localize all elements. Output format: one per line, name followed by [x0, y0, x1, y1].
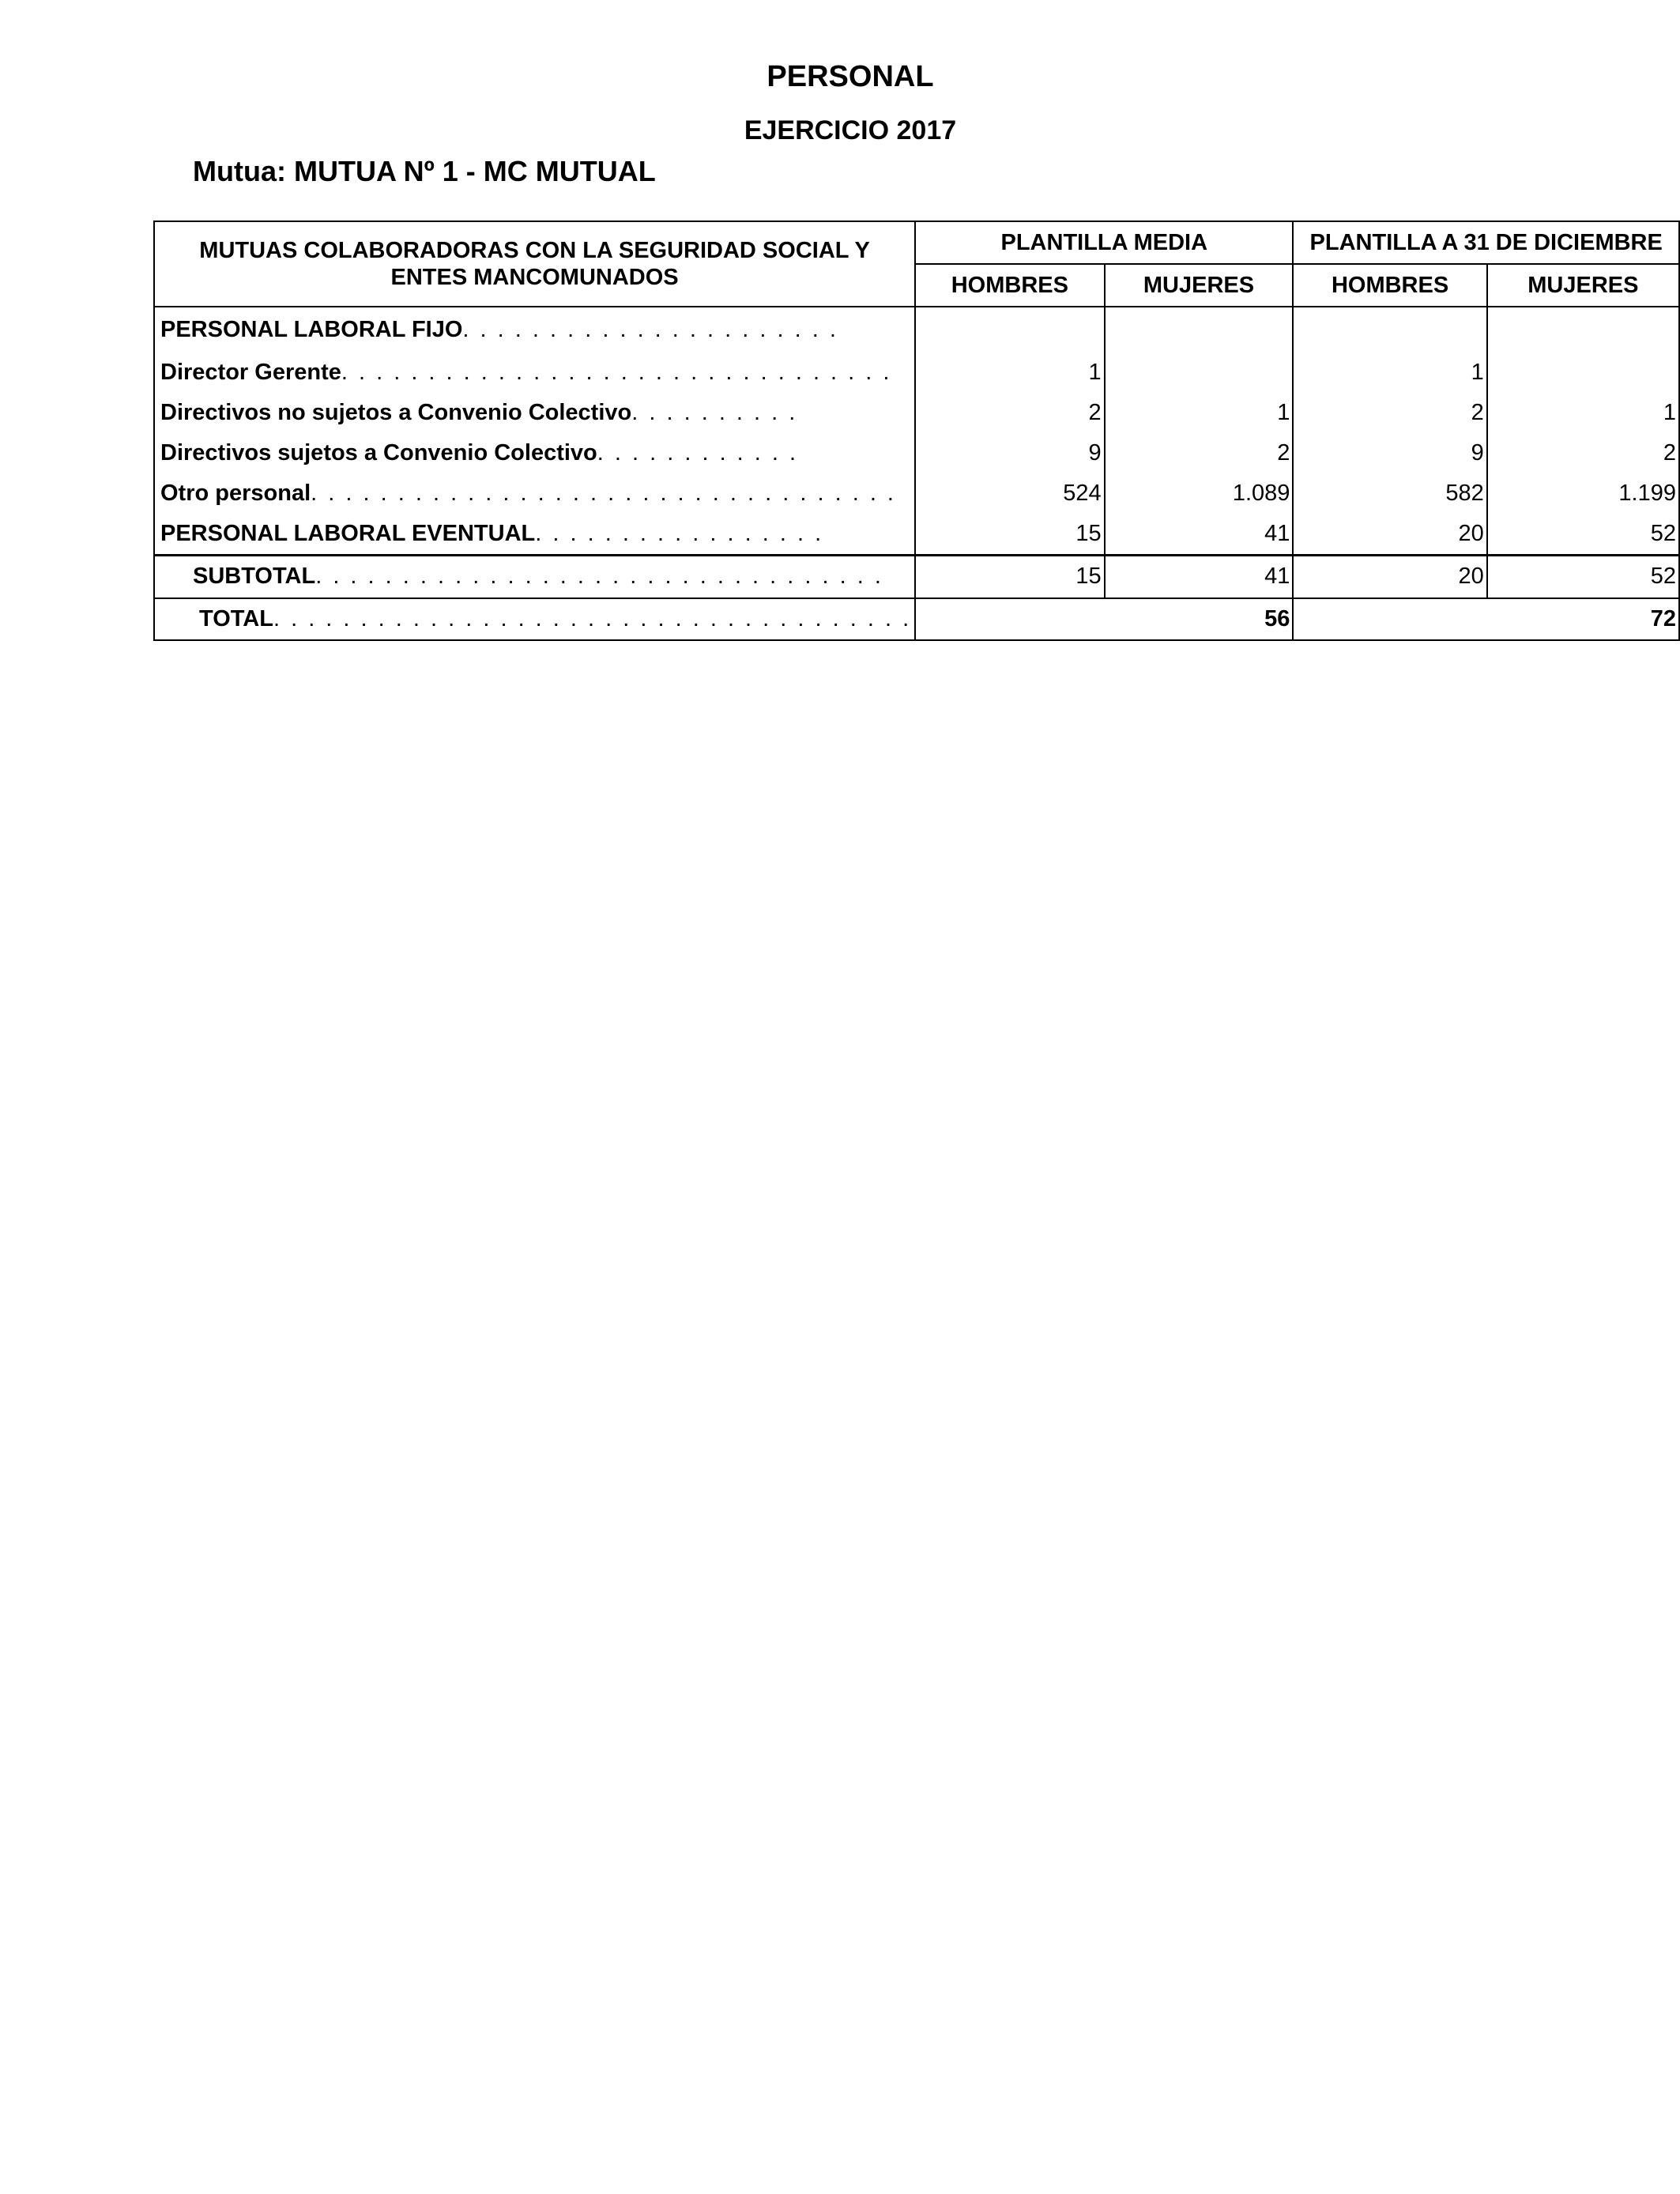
cell-value: 1.089	[1105, 473, 1294, 514]
total-plantilla-media: 56	[915, 598, 1293, 640]
header-main	[154, 221, 915, 307]
cell-value: 582	[1293, 473, 1486, 514]
row-label	[154, 473, 915, 514]
cell-value	[1293, 307, 1486, 352]
subtotal-label-text: SUBTOTAL	[193, 564, 316, 590]
row-leader-dots: . . . . . . . . . . . . . . . . .	[535, 520, 824, 546]
mutua-name: Mutua: MUTUA Nº 1 - MC MUTUAL	[193, 155, 656, 187]
header-mujeres-diciembre: MUJERES	[1487, 264, 1679, 307]
subtotal-value: 52	[1487, 555, 1679, 598]
row-label-text: PERSONAL LABORAL EVENTUAL	[160, 520, 536, 546]
row-label	[154, 433, 915, 473]
cell-value: 52	[1487, 514, 1679, 555]
cell-value	[1105, 352, 1294, 393]
page-title: PERSONAL	[767, 60, 934, 93]
row-label	[154, 393, 915, 433]
cell-value	[915, 307, 1104, 352]
row-leader-dots: . . . . . . . . . . . . . . . . . . . . . . . . . . . . . . . . . .	[311, 481, 896, 506]
header-plantilla-diciembre: PLANTILLA A 31 DE DICIEMBRE	[1293, 221, 1679, 264]
total-row	[154, 598, 1679, 640]
total-label	[154, 598, 915, 640]
subtotal-value: 20	[1293, 555, 1486, 598]
cell-value: 2	[915, 393, 1104, 433]
personal-table	[153, 221, 1680, 641]
cell-value	[1105, 307, 1294, 352]
row-label	[154, 514, 915, 555]
table-row	[154, 433, 1679, 473]
row-leader-dots: . . . . . . . . . . . . . . . . . . . . . . . . . . . . . . . . . . . . .	[273, 606, 912, 631]
cell-value: 524	[915, 473, 1104, 514]
cell-value: 9	[1293, 433, 1486, 473]
row-leader-dots: . . . . . . . . . .	[631, 400, 798, 425]
row-label	[154, 352, 915, 393]
total-label-text: TOTAL	[199, 606, 273, 631]
header-main-label: MUTUAS COLABORADORAS CON LA SEGURIDAD SOCIAL Y ENTES MANCOMUNADOS	[199, 238, 870, 290]
row-leader-dots: . . . . . . . . . . . . . . . . . . . . . . . . . . . . . . . .	[341, 360, 892, 385]
row-label-text: Directivos sujetos a Convenio Colectivo	[160, 440, 597, 466]
page-subtitle: EJERCICIO 2017	[744, 115, 957, 145]
cell-value: 1.199	[1487, 473, 1679, 514]
cell-value: 2	[1293, 393, 1486, 433]
cell-value: 2	[1487, 433, 1679, 473]
header-hombres-media: HOMBRES	[915, 264, 1104, 307]
cell-value: 1	[915, 352, 1104, 393]
cell-value: 1	[1105, 393, 1294, 433]
subtotal-value: 41	[1105, 555, 1294, 598]
cell-value: 9	[915, 433, 1104, 473]
cell-value: 20	[1293, 514, 1486, 555]
cell-value: 41	[1105, 514, 1294, 555]
row-leader-dots: . . . . . . . . . . . .	[597, 440, 799, 466]
cell-value: 1	[1487, 393, 1679, 433]
table-row	[154, 473, 1679, 514]
cell-value: 15	[915, 514, 1104, 555]
header-hombres-diciembre: HOMBRES	[1293, 264, 1486, 307]
table-header-row-1	[154, 221, 1679, 264]
cell-value: 2	[1105, 433, 1294, 473]
row-label-text: Otro personal	[160, 481, 311, 506]
total-plantilla-diciembre: 72	[1293, 598, 1679, 640]
row-label	[154, 307, 915, 352]
cell-value	[1487, 307, 1679, 352]
table-row	[154, 307, 1679, 352]
subtotal-row	[154, 555, 1679, 598]
cell-value	[1487, 352, 1679, 393]
row-label-text: Directivos no sujetos a Convenio Colectivo	[160, 400, 632, 425]
table-row	[154, 393, 1679, 433]
row-label-text: PERSONAL LABORAL FIJO	[160, 317, 463, 342]
subtotal-label	[154, 555, 915, 598]
header-plantilla-media: PLANTILLA MEDIA	[915, 221, 1293, 264]
header-mujeres-media: MUJERES	[1105, 264, 1294, 307]
table-row	[154, 352, 1679, 393]
cell-value: 1	[1293, 352, 1486, 393]
table-row	[154, 514, 1679, 555]
subtotal-value: 15	[915, 555, 1104, 598]
row-label-text: Director Gerente	[160, 360, 341, 385]
row-leader-dots: . . . . . . . . . . . . . . . . . . . . . .	[462, 317, 838, 342]
row-leader-dots: . . . . . . . . . . . . . . . . . . . . . . . . . . . . . . . . .	[315, 564, 883, 590]
